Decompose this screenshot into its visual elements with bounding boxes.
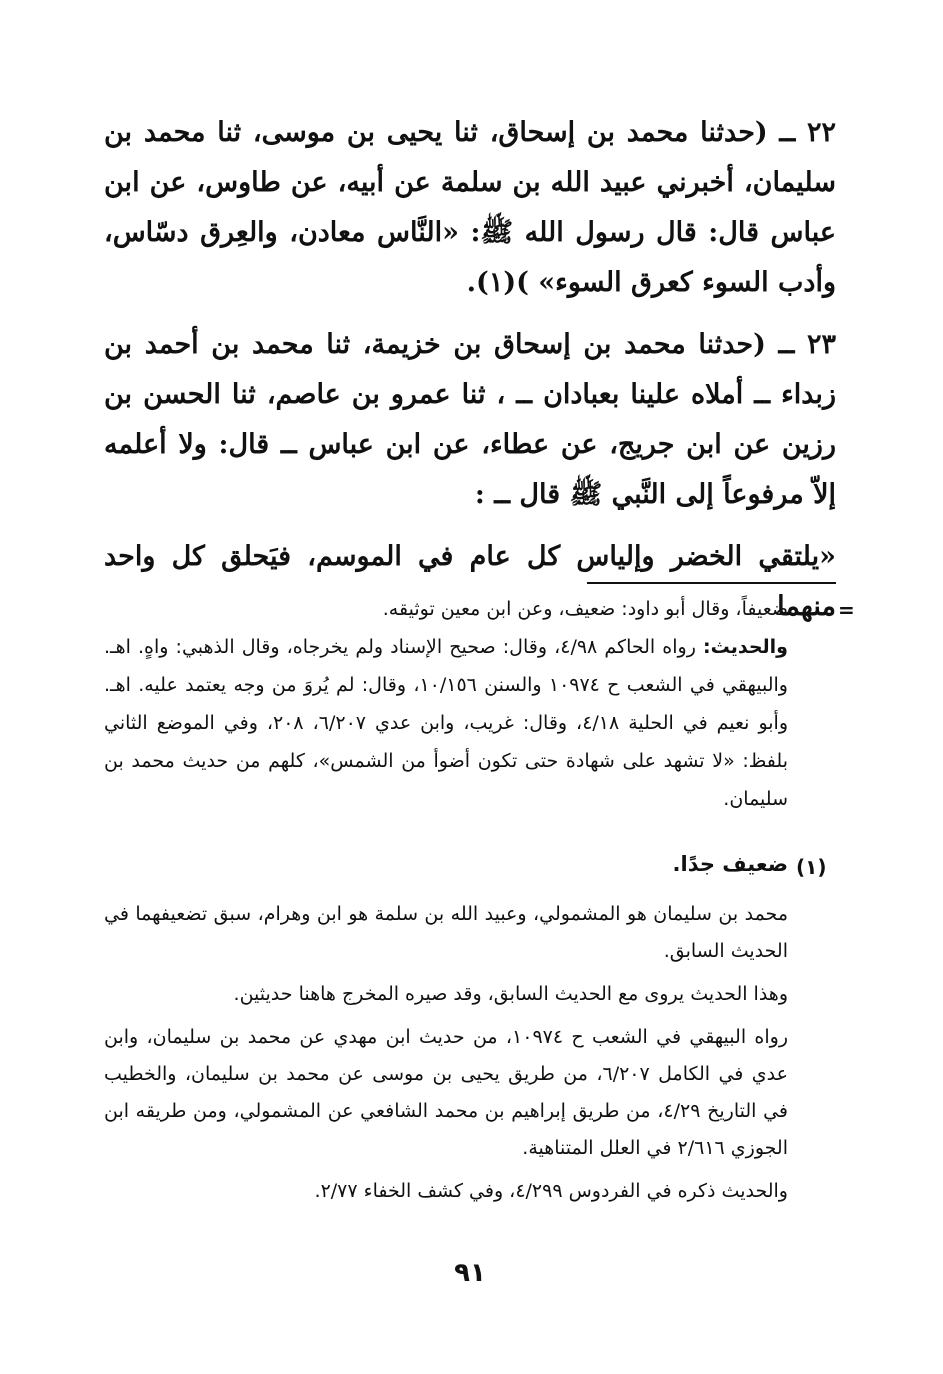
footnote-line: محمد بن سليمان هو المشمولي، وعبيد الله بن سلمة هو ابن وهرام، سبق (213, 903, 788, 925)
hadith-22-line: كعرق السوء» )(١). (466, 267, 693, 298)
footnote-line: رواه الحاكم ٤/٩٨، وقال: صحيح الإسناد ولم يخرجاه، وقال (241, 636, 696, 658)
hadith-22 (104, 108, 836, 308)
footnote-line: الشافعي عن المشمولي، ومن طريقه ابن الجوزي ٢/٦١٦ في العلل المتناهية. (104, 1100, 788, 1159)
footnote-line: الذهبي: واهٍ. اهـ. والبيهقي في الشعب ح ١٠٩٧٤ والسنن ١٠/١٥٦، وقال: (104, 636, 788, 696)
footnote-separator (587, 582, 836, 584)
footnote-paragraph (104, 1019, 788, 1167)
footnote-heading: ضعيف جدًا. (672, 852, 788, 876)
footnote-paragraph: وهذا الحديث يروى مع الحديث السابق، وقد صيره المخرج هاهنا حديثين. (233, 983, 788, 1005)
footnote-line: وابن عدي ٦/٢٠٧، ٢٠٨، وفي الموضع الثاني بلفظ: «لا تشهد على شهادة (104, 712, 788, 772)
hadith-23-line: «يلتقي الخضر وإلياس كل عام في الموسم، فيَحلق كل واحد منهما (104, 541, 836, 622)
footnote-paragraph (104, 628, 788, 818)
footnote-line: رواه البيهقي في الشعب ح ١٠٩٧٤، من حديث ابن مهدي عن محمد بن (219, 1026, 788, 1048)
footnote-paragraph (104, 896, 788, 970)
footnote-number: (١) (796, 855, 827, 879)
footnote-line: لم يُروَ من وجه يعتمد عليه. اهـ. وأبو نعيم في الحلية ٤/١٨، وقال: غريب، (104, 674, 789, 734)
footnotes-continued (104, 590, 788, 818)
footnote-line: تضعيفهما في الحديث السابق. (104, 903, 788, 962)
footnote-1-body (104, 896, 788, 1210)
hadith-22-line: سليمان، أخبرني عبيد الله بن سلمة عن أبيه، عن طاوس، عن ابن عباس (104, 167, 836, 248)
footnote-line: ضعيفاً، وقال أبو داود: ضعيف، وعن ابن معين توثيقه. (382, 598, 788, 620)
hadith-23-line: النَّبي ﷺ قال ــ : (474, 479, 667, 510)
footnote-label: والحديث: (703, 636, 788, 658)
hadith-22-line: ٢٢ ــ (حدثنا محمد بن إسحاق، ثنا يحيى بن موسى، ثنا محمد بن (104, 117, 836, 148)
hadith-23 (104, 320, 836, 520)
footnote-paragraph: والحديث ذكره في الفردوس ٤/٢٩٩، وفي كشف الخفاء ٢/٧٧. (314, 1180, 788, 1202)
main-text (104, 108, 836, 632)
continuation-marker: = (838, 598, 855, 622)
hadith-23-line: ٢٣ ــ (حدثنا محمد بن إسحاق بن خزيمة، ثنا محمد بن أحمد بن (104, 329, 836, 360)
hadith-23-line: زبداء ــ أملاه علينا بعبادان ــ ، ثنا عمرو بن عاصم، ثنا الحسن بن رزين عن (104, 379, 836, 460)
footnote-line: محمد بن سليمان، والخطيب في التاريخ ٤/٢٩، من طريق إبراهيم بن محمد (104, 1063, 788, 1122)
page-number: ٩١ (454, 1258, 486, 1288)
hadith-22-line: قال: قال رسول الله ﷺ: «النَّاس معادن، والعِرق دسّاس، وأدب السوء (104, 217, 836, 298)
footnote-line: سليمان، وابن عدي في الكامل ٦/٢٠٧، من طريق يحيى بن موسى عن (104, 1026, 788, 1085)
footnote-line: حتى تكون أضوأ من الشمس»، كلهم من حديث محمد بن سليمان. (104, 750, 788, 810)
hadith-23-line: ابن جريج، عن عطاء، عن ابن عباس ــ قال: ولا أعلمه إلاّ مرفوعاً إلى (104, 429, 836, 510)
